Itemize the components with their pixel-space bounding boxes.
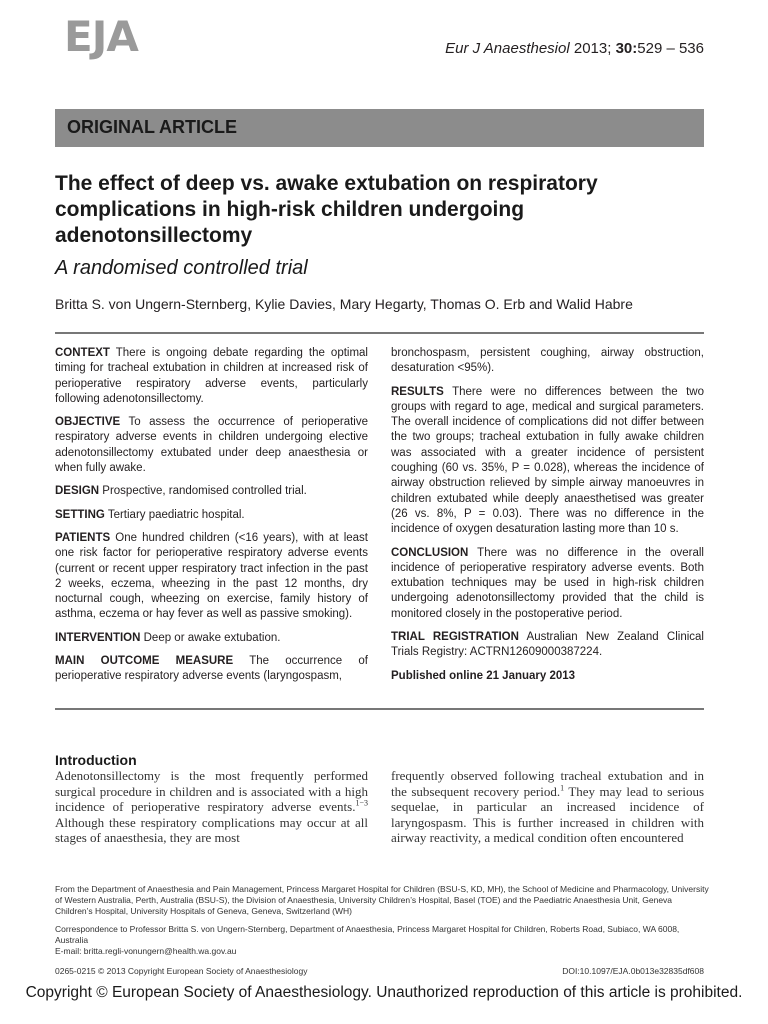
abstract-text: The occurrence of perioperative respiratory adverse events (laryngospasm, (55, 655, 368, 683)
abstract-results (391, 385, 704, 538)
journal-logo: EJA (64, 12, 138, 61)
abstract-text: There were no differences between the two groups with regard to age, medical and surgical parameters. The overall incidence of complications did not differ between the two groups; tracheal extubation in fully awake children was associated with a greater incidence of persistent coughing (60 vs. 35%, P = 0.028), whereas the incidence of airway obstruction relieved by simple airway manoeuvres in children extubated while deeply anaesthetised was greater (26 vs. 8%, P = 0.03). There was no difference in the incidence of oxygen desaturation lasting more than 10 s. (391, 385, 704, 536)
abstract-label: PATIENTS (55, 531, 111, 544)
doi-link[interactable]: DOI:10.1097/EJA.0b013e32835df608 (562, 966, 704, 976)
abstract-context (55, 346, 368, 407)
author-affiliations: From the Department of Anaesthesia and Pain Management, Princess Margaret Hospital for Children (BSU-S, KD, MH), the School of Medicine and Pharmacology, University of Western Australia, Perth, Australia (BSU-S), the Division of Anaesthesia, University Children’s Hospital, Basel (TOE) and the Paediatric Anaesthesia Unit, Geneva Children’s Hospital, University Hospitals of Geneva, Geneva, Switzerland (WH) (55, 884, 709, 916)
abstract-label: SETTING (55, 508, 105, 521)
citation-volume: 30: (615, 40, 638, 57)
abstract-intervention (55, 631, 368, 646)
abstract-text: To assess the occurrence of perioperative respiratory adverse events in children undergoing elective adenotonsillectomy extubated under deep anaesthesia or when fully awake. (55, 416, 368, 475)
body-text: Adenotonsillectomy is the most frequently performed surgical procedure in children and is associated with a high incidence of perioperative respiratory adverse events. (55, 768, 368, 815)
correspondence-email: E-mail: britta.regli-vonungern@health.wa.gov.au (55, 946, 237, 956)
body-text: They may lead to serious sequelae, in particular an increased incidence of laryngospasm. This is further increased in children with airway reactivity, a medical condition often encountered (391, 783, 704, 846)
abstract-label: MAIN OUTCOME MEASURE (55, 655, 234, 668)
abstract-main-outcome-continued: bronchospasm, persistent coughing, airway obstruction, desaturation <95%). (391, 347, 704, 375)
abstract-label: DESIGN (55, 485, 100, 498)
issn-copyright: 0265-0215 © 2013 Copyright European Society of Anaesthesiology (55, 966, 308, 976)
abstract-label: CONCLUSION (391, 546, 469, 559)
abstract-label: RESULTS (391, 385, 444, 398)
abstract-text: There is ongoing debate regarding the optimal timing for tracheal extubation in children at increased risk of perioperative respiratory adverse events, particularly following adenotonsillectomy. (55, 347, 368, 405)
abstract-label: OBJECTIVE (55, 416, 121, 429)
citation-pages: 529 – 536 (637, 40, 704, 57)
abstract-design (55, 484, 368, 499)
abstract-top-rule (55, 332, 704, 334)
correspondence-address: Correspondence to Professor Britta S. von Ungern-Sternberg, Department of Anaesthesia, Princess Margaret Hospital for Children, Roberts Road, Subiaco, WA 6008, Australia (55, 924, 680, 945)
abstract-patients (55, 531, 368, 623)
abstract-text: One hundred children (<16 years), with at least one risk factor for perioperative respiratory adverse events (current or recent upper respiratory tract infection in the past 2 weeks, eczema, wheezing in the past 12 months, dry nocturnal cough, wheezing on exercise, family history of asthma, eczema or hay fever as well as passive smoking). (55, 531, 368, 621)
introduction-right-column (391, 768, 704, 846)
body-text: frequently observed following tracheal extubation and in the subsequent recovery period. (391, 768, 704, 799)
journal-citation (445, 40, 704, 57)
abstract-main-outcome (55, 654, 368, 685)
article-type-bar (55, 109, 704, 147)
abstract-setting (55, 508, 368, 523)
citation-year: 2013; (573, 40, 612, 57)
abstract-label: TRIAL REGISTRATION (391, 631, 519, 644)
abstract-text: Prospective, randomised controlled trial. (99, 485, 307, 498)
abstract-objective (55, 415, 368, 476)
reference-link[interactable]: 1−3 (355, 798, 368, 808)
body-text: Although these respiratory complications may occur at all stages of anaesthesia, they are most (55, 814, 368, 846)
abstract-bottom-rule (55, 708, 704, 710)
abstract-text: Tertiary paediatric hospital. (104, 508, 245, 521)
abstract-text: Deep or awake extubation. (140, 631, 281, 644)
abstract-label: INTERVENTION (55, 631, 141, 644)
article-subtitle: A randomised controlled trial (55, 257, 308, 279)
article-title: The effect of deep vs. awake extubation on respiratory complications in high-risk children undergoing adenotonsillectomy (55, 172, 598, 247)
section-heading: Introduction (55, 752, 137, 768)
citation-journal: Eur J Anaesthesiol (445, 40, 570, 57)
article-type-label: ORIGINAL ARTICLE (67, 117, 237, 137)
published-online-date: Published online 21 January 2013 (391, 669, 576, 682)
reference-link[interactable]: 1 (560, 783, 565, 793)
author-list: Britta S. von Ungern-Sternberg, Kylie Davies, Mary Hegarty, Thomas O. Erb and Walid Habre (55, 296, 633, 312)
abstract-text: Australian New Zealand Clinical Trials Registry: ACTRN12609000387224. (391, 631, 704, 659)
abstract-right-column (391, 346, 704, 692)
copyright-banner: Copyright © European Society of Anaesthesiology. Unauthorized reproduction of this article is prohibited. (25, 984, 743, 1001)
abstract-left-column (55, 346, 368, 693)
abstract-text: There was no difference in the overall incidence of perioperative respiratory adverse events. Both extubation techniques may be used in high-risk children undergoing adenotonsillectomy provided that the child is monitored closely in the postoperative period. (391, 546, 704, 620)
introduction-left-column (55, 768, 368, 846)
abstract-label: CONTEXT (55, 347, 110, 359)
abstract-conclusion (391, 546, 704, 622)
abstract-trial-registration (391, 630, 704, 661)
